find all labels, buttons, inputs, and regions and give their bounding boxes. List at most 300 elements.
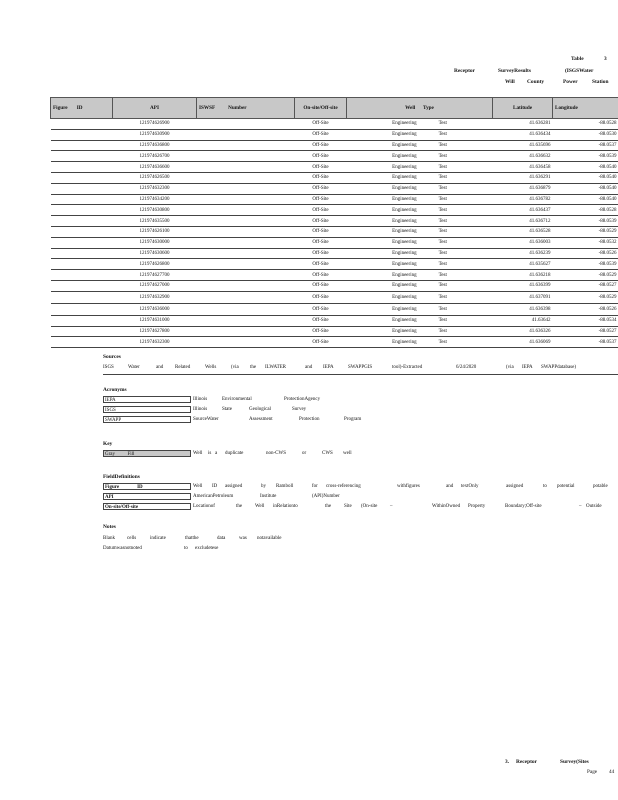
cell-latitude: 41.636458 bbox=[493, 162, 553, 173]
cell-well-type bbox=[347, 315, 493, 326]
well-type-word: Test bbox=[438, 294, 447, 300]
well-type-word: Test bbox=[438, 229, 447, 235]
text-word: State bbox=[222, 407, 232, 412]
text-word: withfigures bbox=[397, 484, 420, 489]
table-row bbox=[51, 129, 618, 140]
cell-api: 121974630600 bbox=[113, 248, 197, 259]
text-word: (via bbox=[231, 365, 239, 370]
cell-latitude: 41.635696 bbox=[493, 140, 553, 151]
well-type-word: Test bbox=[438, 272, 447, 278]
text-word: thatthe bbox=[185, 536, 199, 541]
text-word: data bbox=[217, 536, 226, 541]
text-word: SWAPPGIS bbox=[348, 365, 373, 370]
cell-iswsf-number bbox=[197, 315, 295, 326]
text-word: (On-site bbox=[361, 504, 378, 509]
title-word: Power bbox=[563, 79, 578, 85]
divider bbox=[103, 374, 618, 375]
cell-longitude: -88.0539 bbox=[553, 259, 618, 270]
cell-api: 121974627800 bbox=[113, 326, 197, 337]
text-word: Property bbox=[468, 504, 486, 509]
cell-well-type bbox=[347, 140, 493, 151]
cell-iswsf-number bbox=[197, 129, 295, 140]
field-name-box bbox=[103, 503, 191, 510]
cell-longitude: -88.0529 bbox=[553, 226, 618, 237]
key-fill-word: Gray bbox=[105, 452, 115, 457]
cell-site: Off-Site bbox=[295, 280, 347, 291]
well-type-word: Engineering bbox=[392, 142, 417, 148]
well-type-word: Engineering bbox=[392, 229, 417, 235]
col-iswsf-label: ISWSF bbox=[199, 105, 216, 111]
table-row bbox=[51, 270, 618, 281]
notes-title: Notes bbox=[103, 524, 116, 530]
cell-well-type bbox=[347, 205, 493, 216]
acronym-abbr: ISGS bbox=[103, 406, 191, 413]
cell-api: 121974632900 bbox=[113, 291, 197, 303]
text-word: CWS bbox=[322, 451, 333, 456]
table-row bbox=[51, 315, 618, 326]
cell-longitude: -88.0529 bbox=[553, 270, 618, 281]
cell-longitude: -88.0539 bbox=[553, 151, 618, 162]
cell-latitude: 41.636434 bbox=[493, 129, 553, 140]
table-row bbox=[51, 226, 618, 237]
cell-figure-id bbox=[51, 259, 113, 270]
field-name-box bbox=[103, 493, 191, 500]
table-row bbox=[51, 205, 618, 216]
table-row bbox=[51, 162, 618, 173]
text-word: – bbox=[390, 504, 393, 509]
cell-latitude: 41.63642 bbox=[493, 315, 553, 326]
well-type-word: Engineering bbox=[392, 294, 417, 300]
cell-figure-id bbox=[51, 337, 113, 348]
text-word: the bbox=[236, 504, 243, 509]
cell-well-type bbox=[347, 172, 493, 183]
cell-api: 121974626700 bbox=[113, 151, 197, 162]
text-word: textOnly bbox=[461, 484, 479, 489]
col-type-label: Type bbox=[423, 105, 434, 111]
text-word: duplicate bbox=[225, 451, 244, 456]
text-word: SourceWater bbox=[193, 417, 219, 422]
cell-iswsf-number bbox=[197, 119, 295, 130]
cell-longitude: -88.0527 bbox=[553, 280, 618, 291]
cell-site: Off-Site bbox=[295, 172, 347, 183]
cell-well-type bbox=[347, 259, 493, 270]
well-type-word: Test bbox=[438, 153, 447, 159]
field-name: On-site/Off-site bbox=[105, 505, 139, 510]
cell-longitude: -88.0540 bbox=[553, 172, 618, 183]
cell-site: Off-Site bbox=[295, 216, 347, 227]
cell-figure-id bbox=[51, 280, 113, 291]
text-word: Geological bbox=[249, 407, 271, 412]
cell-site: Off-Site bbox=[295, 303, 347, 315]
text-word: Assessment bbox=[249, 417, 273, 422]
cell-latitude: 41.636239 bbox=[493, 248, 553, 259]
cell-site: Off-Site bbox=[295, 162, 347, 173]
cell-well-type bbox=[347, 162, 493, 173]
cell-api: 121974626100 bbox=[113, 226, 197, 237]
text-word: non-CWS bbox=[266, 451, 286, 456]
text-word: Environmental bbox=[222, 397, 252, 402]
well-type-word: Test bbox=[438, 132, 447, 138]
text-word: is bbox=[208, 451, 212, 456]
cell-well-type bbox=[347, 303, 493, 315]
cell-figure-id bbox=[51, 162, 113, 173]
cell-api: 121974627000 bbox=[113, 280, 197, 291]
cell-latitude: 41.636281 bbox=[493, 119, 553, 130]
col-well-type bbox=[347, 98, 493, 119]
well-type-word: Engineering bbox=[392, 328, 417, 334]
cell-latitude: 41.636528 bbox=[493, 226, 553, 237]
cell-figure-id bbox=[51, 205, 113, 216]
sources-title: Sources bbox=[103, 354, 121, 360]
col-id-label: ID bbox=[76, 105, 83, 111]
well-type-word: Engineering bbox=[392, 250, 417, 256]
cell-longitude: -88.0532 bbox=[553, 237, 618, 248]
cell-site: Off-Site bbox=[295, 226, 347, 237]
text-word: cells bbox=[127, 536, 137, 541]
receptor-survey-table bbox=[50, 97, 618, 348]
table-row bbox=[51, 303, 618, 315]
text-word: Protection bbox=[299, 417, 320, 422]
cell-iswsf-number bbox=[197, 291, 295, 303]
key-fill-word: Fill bbox=[127, 452, 135, 457]
cell-longitude: -88.0527 bbox=[553, 326, 618, 337]
col-latitude: Latitude bbox=[493, 98, 553, 119]
well-type-word: Test bbox=[438, 339, 447, 345]
cell-iswsf-number bbox=[197, 303, 295, 315]
col-longitude: Longitude bbox=[553, 98, 618, 119]
cell-site: Off-Site bbox=[295, 183, 347, 194]
text-word: IEPA bbox=[522, 365, 533, 370]
cell-figure-id bbox=[51, 303, 113, 315]
well-type-word: Engineering bbox=[392, 186, 417, 192]
cell-latitude: 41.636399 bbox=[493, 280, 553, 291]
text-word: was bbox=[239, 536, 247, 541]
text-word: Well bbox=[193, 484, 203, 489]
cell-longitude: -88.0540 bbox=[553, 162, 618, 173]
text-word: assigned bbox=[225, 484, 243, 489]
cell-site: Off-Site bbox=[295, 151, 347, 162]
cell-longitude: -88.0540 bbox=[553, 194, 618, 205]
cell-iswsf-number bbox=[197, 194, 295, 205]
well-type-word: Test bbox=[438, 250, 447, 256]
well-type-word: Test bbox=[438, 175, 447, 181]
table-row bbox=[51, 291, 618, 303]
text-word: Survey bbox=[292, 407, 307, 412]
text-word: (API)Number bbox=[312, 494, 340, 499]
well-type-word: Engineering bbox=[392, 306, 417, 312]
footer-word: Receptor bbox=[516, 759, 537, 765]
text-word: notavailable bbox=[257, 536, 282, 541]
footer-word: Survey(Sites bbox=[560, 759, 589, 765]
cell-latitude: 41.636437 bbox=[493, 205, 553, 216]
cell-api: 121974635500 bbox=[113, 216, 197, 227]
cell-site: Off-Site bbox=[295, 259, 347, 270]
gray-fill-swatch bbox=[103, 450, 191, 457]
text-word: Well bbox=[193, 451, 203, 456]
cell-iswsf-number bbox=[197, 280, 295, 291]
cell-latitude: 41.636326 bbox=[493, 326, 553, 337]
cell-api: 121974626500 bbox=[113, 172, 197, 183]
cell-site: Off-Site bbox=[295, 270, 347, 281]
text-word: and bbox=[156, 365, 164, 370]
cell-longitude: -88.0540 bbox=[553, 183, 618, 194]
well-type-word: Test bbox=[438, 306, 447, 312]
text-word: the bbox=[325, 504, 332, 509]
cell-longitude: -88.0529 bbox=[553, 291, 618, 303]
table-row bbox=[51, 237, 618, 248]
cell-well-type bbox=[347, 226, 493, 237]
key-title: Key bbox=[103, 441, 113, 447]
well-type-word: Engineering bbox=[392, 318, 417, 324]
cell-iswsf-number bbox=[197, 151, 295, 162]
col-number-label: Number bbox=[228, 105, 247, 111]
cell-iswsf-number bbox=[197, 326, 295, 337]
title-word: Receptor bbox=[454, 68, 475, 74]
text-word: Water bbox=[128, 365, 140, 370]
cell-figure-id bbox=[51, 183, 113, 194]
cell-iswsf-number bbox=[197, 140, 295, 151]
acronym-abbr: SWAPP bbox=[103, 416, 191, 423]
text-word: indicate bbox=[150, 536, 166, 541]
cell-api: 121974636600 bbox=[113, 162, 197, 173]
text-word: IEPA bbox=[323, 365, 334, 370]
well-type-word: Engineering bbox=[392, 207, 417, 213]
text-word: a bbox=[215, 451, 218, 456]
table-number: 3 bbox=[604, 56, 607, 62]
cell-longitude: -88.0528 bbox=[553, 119, 618, 130]
text-word: Institute bbox=[260, 494, 277, 499]
cell-well-type bbox=[347, 194, 493, 205]
cell-latitude: 41.635627 bbox=[493, 259, 553, 270]
cell-api: 121974632300 bbox=[113, 183, 197, 194]
well-type-word: Test bbox=[438, 121, 447, 127]
text-word: Illinois bbox=[193, 397, 208, 402]
cell-site: Off-Site bbox=[295, 315, 347, 326]
text-word: ProtectionAgency bbox=[284, 397, 321, 402]
table-row bbox=[51, 337, 618, 348]
well-type-word: Engineering bbox=[392, 261, 417, 267]
cell-figure-id bbox=[51, 237, 113, 248]
cell-iswsf-number bbox=[197, 226, 295, 237]
text-word: well bbox=[343, 451, 352, 456]
footer-word: 3. bbox=[505, 759, 510, 765]
field-name-box bbox=[103, 483, 191, 490]
text-word: Blank bbox=[103, 536, 115, 541]
well-type-word: Engineering bbox=[392, 121, 417, 127]
cell-site: Off-Site bbox=[295, 129, 347, 140]
field-name: API bbox=[105, 495, 114, 500]
text-word: excludetese bbox=[195, 546, 219, 551]
cell-figure-id bbox=[51, 194, 113, 205]
well-type-word: Engineering bbox=[392, 218, 417, 224]
table-row bbox=[51, 259, 618, 270]
cell-figure-id bbox=[51, 315, 113, 326]
text-word: the bbox=[250, 365, 257, 370]
cell-longitude: -88.0539 bbox=[553, 216, 618, 227]
cell-site: Off-Site bbox=[295, 119, 347, 130]
cell-api: 121974630000 bbox=[113, 237, 197, 248]
cell-latitude: 41.636712 bbox=[493, 216, 553, 227]
text-word: tool)-Extracted bbox=[392, 365, 423, 370]
cell-figure-id bbox=[51, 291, 113, 303]
page-number: 44 bbox=[609, 769, 615, 775]
col-well-label: Well bbox=[405, 105, 416, 111]
text-word: – bbox=[579, 504, 582, 509]
cell-well-type bbox=[347, 337, 493, 348]
cell-latitude: 41.636782 bbox=[493, 194, 553, 205]
well-type-word: Engineering bbox=[392, 339, 417, 345]
well-type-word: Engineering bbox=[392, 272, 417, 278]
well-type-word: Test bbox=[438, 207, 447, 213]
cell-api: 121974626900 bbox=[113, 119, 197, 130]
text-word: Related bbox=[175, 365, 191, 370]
table-row bbox=[51, 248, 618, 259]
cell-iswsf-number bbox=[197, 205, 295, 216]
well-type-word: Test bbox=[438, 196, 447, 202]
cell-iswsf-number bbox=[197, 216, 295, 227]
cell-figure-id bbox=[51, 172, 113, 183]
text-word: Locationof bbox=[193, 504, 215, 509]
table-row bbox=[51, 151, 618, 162]
well-type-word: Test bbox=[438, 283, 447, 289]
table-row bbox=[51, 326, 618, 337]
title-word: Station bbox=[592, 79, 609, 85]
acronym-abbr: IEPA bbox=[103, 396, 191, 403]
cell-site: Off-Site bbox=[295, 237, 347, 248]
cell-well-type bbox=[347, 119, 493, 130]
well-type-word: Engineering bbox=[392, 153, 417, 159]
cell-well-type bbox=[347, 183, 493, 194]
col-api: API bbox=[113, 98, 197, 119]
cell-longitude: -88.0537 bbox=[553, 337, 618, 348]
text-word: by bbox=[261, 484, 266, 489]
cell-well-type bbox=[347, 248, 493, 259]
cell-site: Off-Site bbox=[295, 291, 347, 303]
cell-figure-id bbox=[51, 119, 113, 130]
well-type-word: Test bbox=[438, 164, 447, 170]
cell-site: Off-Site bbox=[295, 194, 347, 205]
table-row bbox=[51, 119, 618, 130]
cell-figure-id bbox=[51, 248, 113, 259]
table-row bbox=[51, 280, 618, 291]
cell-longitude: -88.0528 bbox=[553, 205, 618, 216]
well-type-word: Test bbox=[438, 240, 447, 246]
cell-api: 121974634200 bbox=[113, 194, 197, 205]
cell-iswsf-number bbox=[197, 183, 295, 194]
cell-latitude: 41.636879 bbox=[493, 183, 553, 194]
text-word: or bbox=[302, 451, 307, 456]
table-row bbox=[51, 172, 618, 183]
text-word: potable bbox=[593, 484, 608, 489]
text-word: 6/24/2020 bbox=[456, 365, 477, 370]
cell-iswsf-number bbox=[197, 162, 295, 173]
text-word: potential bbox=[557, 484, 575, 489]
cell-figure-id bbox=[51, 216, 113, 227]
well-type-word: Test bbox=[438, 218, 447, 224]
text-word: WithinOwned bbox=[432, 504, 461, 509]
cell-well-type bbox=[347, 216, 493, 227]
table-header-row bbox=[51, 98, 618, 119]
text-word: cross-referencing bbox=[326, 484, 361, 489]
cell-well-type bbox=[347, 151, 493, 162]
cell-latitude: 41.636291 bbox=[493, 172, 553, 183]
cell-api: 121974626800 bbox=[113, 259, 197, 270]
text-word: Site bbox=[344, 504, 352, 509]
text-word: Datumwasnotnoted bbox=[103, 546, 142, 551]
cell-well-type bbox=[347, 237, 493, 248]
cell-api: 121974632300 bbox=[113, 337, 197, 348]
text-word: Outside bbox=[586, 504, 602, 509]
col-onsite-offsite: On-site/Off-site bbox=[295, 98, 347, 119]
title-word: County bbox=[527, 79, 545, 85]
text-word: Illinois bbox=[193, 407, 208, 412]
page-label: Page bbox=[587, 769, 598, 775]
well-type-word: Engineering bbox=[392, 164, 417, 170]
col-figure-id bbox=[51, 98, 113, 119]
cell-api: 121974630900 bbox=[113, 129, 197, 140]
table-row bbox=[51, 140, 618, 151]
cell-latitude: 41.636218 bbox=[493, 270, 553, 281]
table-row bbox=[51, 216, 618, 227]
acronyms-title: Acronyms bbox=[103, 387, 127, 393]
cell-longitude: -88.0534 bbox=[553, 315, 618, 326]
text-word: Wells bbox=[205, 365, 217, 370]
title-word: SurveyResults bbox=[498, 68, 531, 74]
text-word: ID bbox=[212, 484, 218, 489]
cell-latitude: 41.637091 bbox=[493, 291, 553, 303]
well-type-word: Engineering bbox=[392, 175, 417, 181]
field-name: Figure bbox=[105, 485, 120, 490]
table-row bbox=[51, 194, 618, 205]
text-word: and bbox=[446, 484, 454, 489]
cell-iswsf-number bbox=[197, 237, 295, 248]
cell-longitude: -88.0530 bbox=[553, 129, 618, 140]
cell-figure-id bbox=[51, 226, 113, 237]
well-type-word: Engineering bbox=[392, 283, 417, 289]
text-word: inRelationto bbox=[273, 504, 298, 509]
text-word: (via bbox=[506, 365, 514, 370]
text-word: AmericanPetroleum bbox=[193, 494, 234, 499]
well-type-word: Test bbox=[438, 328, 447, 334]
text-word: for bbox=[312, 484, 318, 489]
cell-latitude: 41.636069 bbox=[493, 337, 553, 348]
field-name: ID bbox=[137, 485, 143, 490]
well-type-word: Test bbox=[438, 261, 447, 267]
well-type-word: Engineering bbox=[392, 196, 417, 202]
text-word: and bbox=[305, 365, 313, 370]
cell-longitude: -88.0526 bbox=[553, 303, 618, 315]
cell-api: 121974636800 bbox=[113, 140, 197, 151]
cell-latitude: 41.636398 bbox=[493, 303, 553, 315]
cell-site: Off-Site bbox=[295, 205, 347, 216]
col-iswsf-number bbox=[197, 98, 295, 119]
title-word: Will bbox=[505, 79, 515, 85]
text-word: Program bbox=[344, 417, 362, 422]
well-type-word: Engineering bbox=[392, 240, 417, 246]
title-word: (ISGSWater bbox=[565, 68, 594, 74]
cell-iswsf-number bbox=[197, 248, 295, 259]
well-type-word: Test bbox=[438, 318, 447, 324]
cell-api: 121974631000 bbox=[113, 315, 197, 326]
text-word: SWAPPdatabase) bbox=[541, 365, 576, 370]
cell-site: Off-Site bbox=[295, 248, 347, 259]
cell-figure-id bbox=[51, 140, 113, 151]
cell-figure-id bbox=[51, 326, 113, 337]
cell-iswsf-number bbox=[197, 337, 295, 348]
field-definitions-title: FieldDefinitions bbox=[103, 474, 140, 480]
cell-api: 121974630800 bbox=[113, 205, 197, 216]
text-word: ISGS bbox=[103, 365, 114, 370]
